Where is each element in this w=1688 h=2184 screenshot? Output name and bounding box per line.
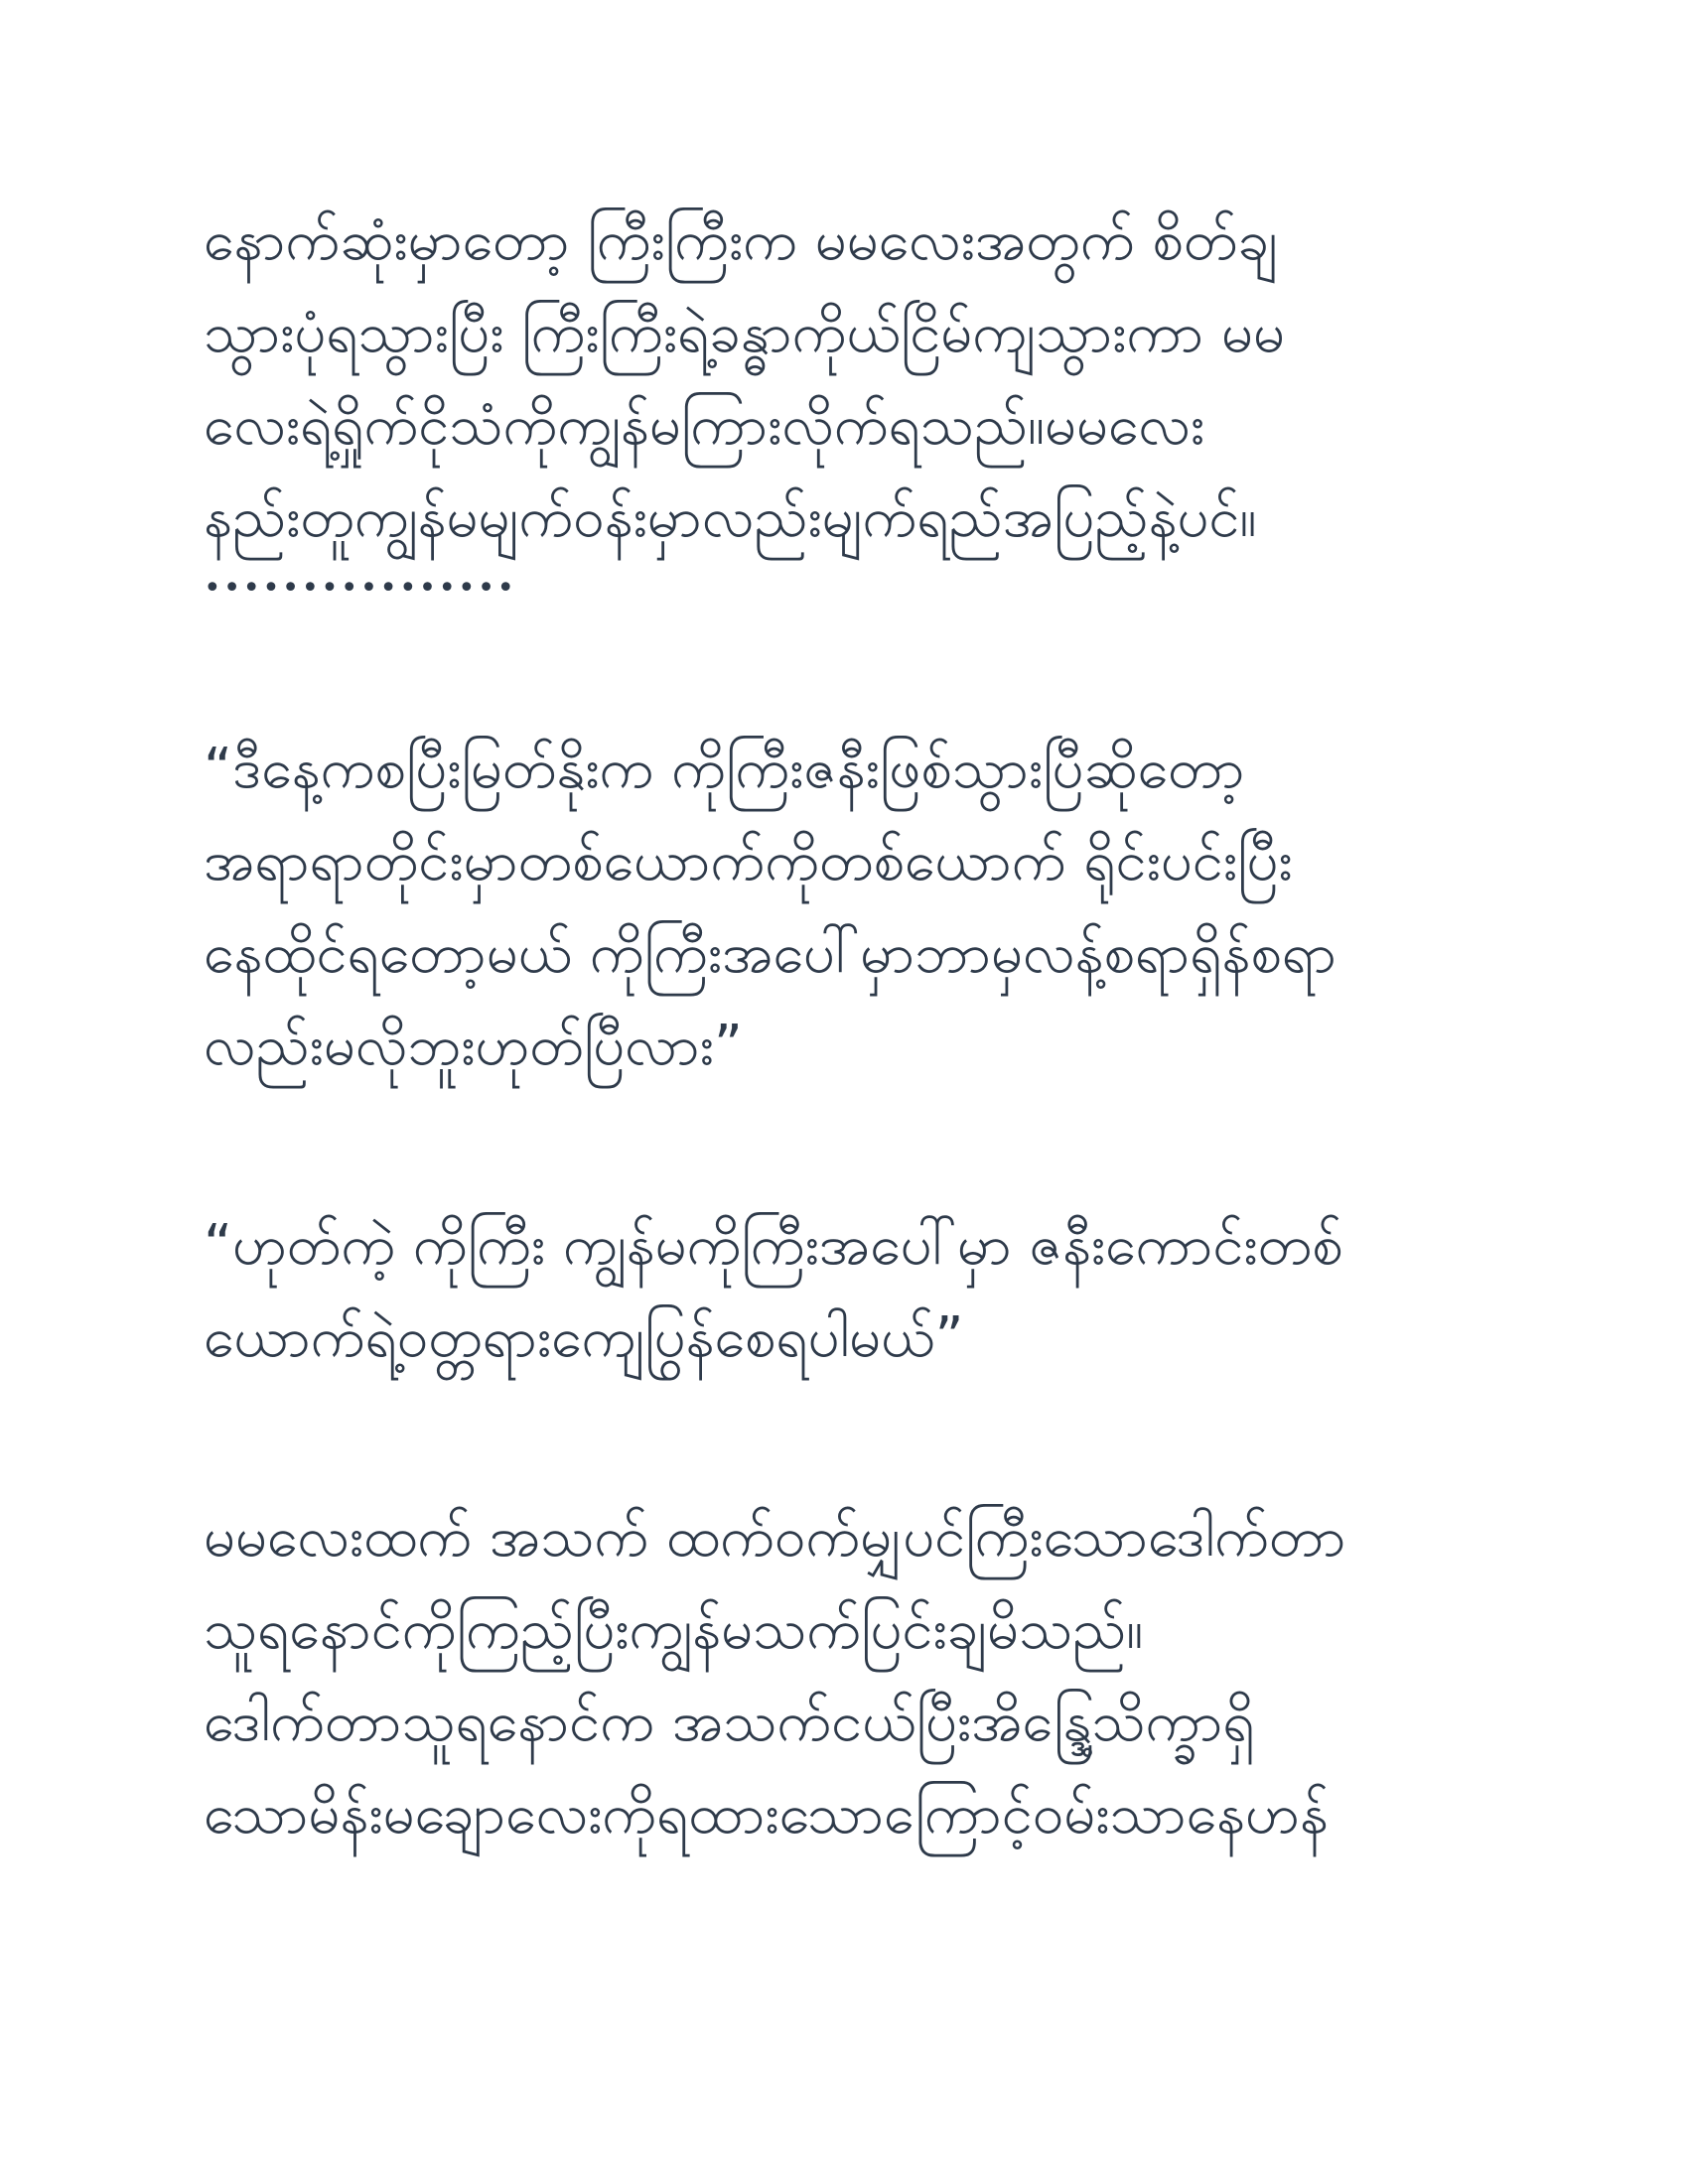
text-line: “ဒီနေ့ကစပြီးမြတ်နိုးက ကိုကြီးဇနီးဖြစ်သွားပြီဆိုတော့ <box>204 737 1245 801</box>
text-line: “ဟုတ်ကဲ့ ကိုကြီး ကျွန်မကိုကြီးအပေါ်မှာ ဇနီးကောင်းတစ် <box>204 1213 1343 1278</box>
text-line: လည်းမလိုဘူးဟုတ်ပြီလား” <box>204 1014 743 1078</box>
text-line: သူရနောင်ကိုကြည့်ပြီးကျွန်မသက်ပြင်းချမိသည်။ <box>204 1597 1144 1662</box>
text-line: မမလေးထက် အသက် ထက်ဝက်မျှပင်ကြီးသောဒေါက်တာ <box>204 1505 1346 1570</box>
paragraph-3 <box>204 1199 1484 1384</box>
text-line: နောက်ဆုံးမှာတော့ ကြီးကြီးက မမလေးအတွက် စိတ်ချ <box>204 208 1278 273</box>
paragraph-4 <box>204 1491 1484 1860</box>
text-line: ဒေါက်တာသူရနောင်က အသက်ငယ်ပြီးအိန္ဒြေ့သိက္ခာရှိ <box>204 1690 1255 1754</box>
text-line: အရာရာတိုင်းမှာတစ်ယောက်ကိုတစ်ယောက် ရိုင်းပင်းပြီး <box>204 829 1293 893</box>
text-line: သောမိန်းမချောလေးကိုရထားသောကြောင့်ဝမ်းသာနေဟန် <box>204 1782 1329 1846</box>
text-line: ယောက်ရဲ့ဝတ္တရားကျေပြွန်စေရပါမယ်” <box>204 1305 964 1370</box>
text-line: သွားပုံရသွားပြီး ကြီးကြီးရဲ့ခန္ဓာကိုယ်ငြိမ်ကျသွားကာ မမ <box>204 301 1285 365</box>
document-body <box>204 195 1484 1860</box>
text-line: လေးရဲ့ရှိုက်ငိုသံကိုကျွန်မကြားလိုက်ရသည်။မမလေး <box>204 393 1205 458</box>
paragraph-2 <box>204 723 1484 1092</box>
text-line: နည်းတူကျွန်မမျက်ဝန်းမှာလည်းမျက်ရည်အပြည့်နဲ့ပင်။ <box>204 485 1257 550</box>
section-separator: •••••••••••••••• <box>204 571 517 606</box>
paragraph-1 <box>204 195 1484 614</box>
spacer <box>204 614 1484 723</box>
spacer <box>204 1092 1484 1199</box>
text-line: နေထိုင်ရတော့မယ် ကိုကြီးအပေါ်မှာဘာမှလန့်စရာရှိန်စရာ <box>204 921 1337 986</box>
spacer <box>204 1384 1484 1491</box>
